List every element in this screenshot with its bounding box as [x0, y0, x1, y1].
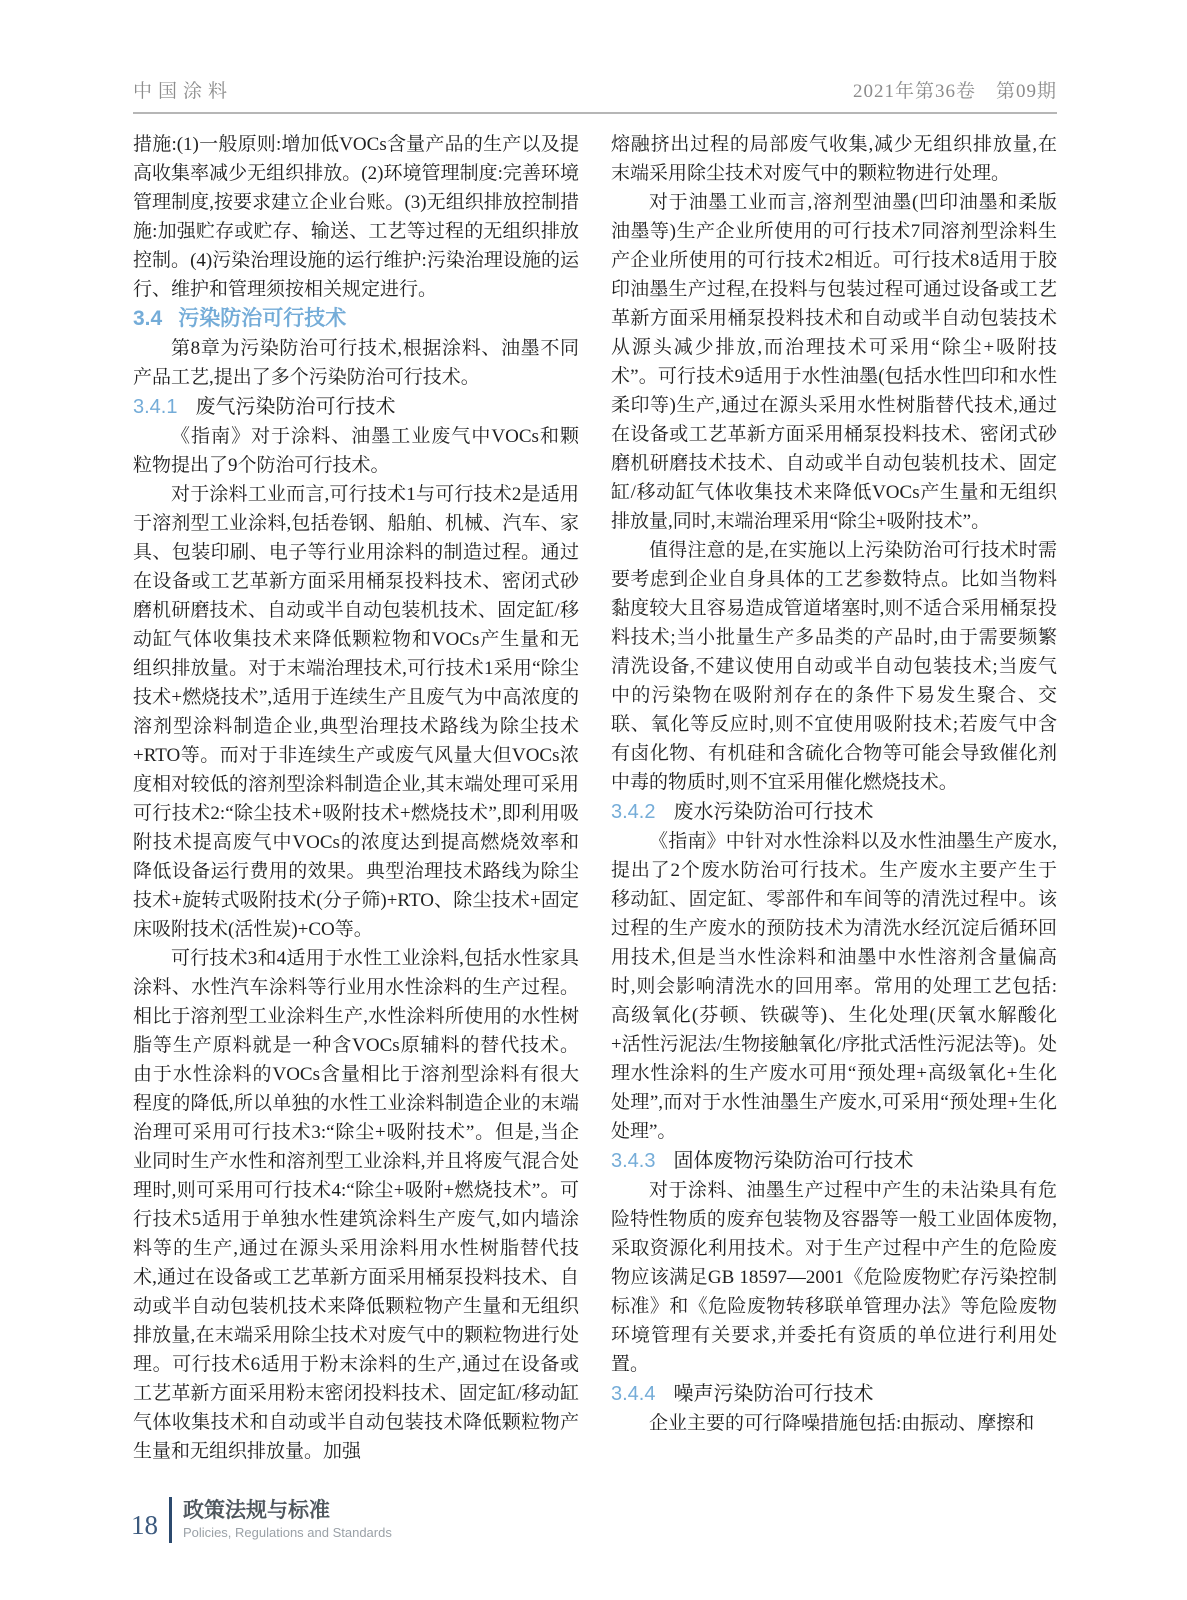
section-title: 噪声污染防治可行技术 [673, 1383, 874, 1405]
page-number: 18 [131, 1510, 158, 1540]
section-number: 3.4.3 [611, 1150, 656, 1172]
left-column [133, 130, 579, 1466]
body-paragraph: 对于涂料、油墨生产过程中产生的未沾染具有危险特性物质的废弃包装物及容器等一般工业固体废物,采取资源化利用技术。对于生产过程中产生的危险废物应该满足GB 18597—2001《危险废物贮存污染控制标准》和《危险废物转移联单管理办法》等危险废物环境管理有关要求,并委托有资质的单位进行利用处置。 [611, 1180, 1057, 1375]
body-paragraph: 企业主要的可行降噪措施包括:由振动、摩擦和 [649, 1413, 1035, 1434]
section-number: 3.4 [133, 307, 163, 330]
body-paragraph: 第8章为污染防治可行技术,根据涂料、油墨不同产品工艺,提出了多个污染防治可行技术。 [133, 338, 579, 388]
footer-divider [169, 1497, 172, 1543]
issue-info: 2021年第36卷 第09期 [852, 81, 1057, 102]
body-paragraph: 《指南》对于涂料、油墨工业废气中VOCs和颗粒物提出了9个防治可行技术。 [133, 426, 579, 476]
article-body [133, 130, 1057, 1466]
body-paragraph: 对于油墨工业而言,溶剂型油墨(凹印油墨和柔版油墨等)生产企业所使用的可行技术7同溶剂型涂料生产企业所使用的可行技术2相近。可行技术8适用于胶印油墨生产过程,在投料与包装过程可通过设备或工艺革新方面采用桶泵投料技术和自动或半自动包装技术从源头减少排放,而治理技术可采用“除尘+吸附技术”。可行技术9适用于水性油墨(包括水性凹印和水性柔印等)生产,通过在源头采用水性树脂替代技术,通过在设备或工艺革新方面采用桶泵投料技术、密闭式砂磨机研磨技术技术、自动或半自动包装机技术、固定缸/移动缸气体收集技术来降低VOCs产生量和无组织排放量,同时,末端治理采用“除尘+吸附技术”。 [611, 192, 1057, 532]
body-paragraph: 熔融挤出过程的局部废气收集,减少无组织排放量,在末端采用除尘技术对废气中的颗粒物进行处理。 [611, 134, 1057, 184]
footer-section-title: 政策法规与标准 [183, 1499, 330, 1522]
section-title: 废水污染防治可行技术 [673, 801, 874, 823]
journal-name: 中国涂料 [133, 81, 234, 102]
section-title: 废气污染防治可行技术 [195, 396, 396, 418]
section-heading-3.4.3 [611, 1146, 1057, 1176]
section-title: 污染防治可行技术 [178, 307, 347, 330]
body-paragraph: 措施:(1)一般原则:增加低VOCs含量产品的生产以及提高收集率减少无组织排放。(2)环境管理制度:完善环境管理制度,按要求建立企业台账。(3)无组织排放控制措施:加强贮存或贮存、输送、工艺等过程的无组织排放控制。(4)污染治理设施的运行维护:污染治理设施的运行、维护和管理须按相关规定进行。 [133, 134, 579, 300]
section-number: 3.4.2 [611, 801, 656, 823]
section-heading-3.4.1 [133, 392, 579, 422]
section-number: 3.4.1 [133, 396, 178, 418]
footer-section [183, 1497, 392, 1543]
page-footer [131, 1497, 392, 1543]
right-column [611, 130, 1057, 1466]
section-heading-3.4.4 [611, 1379, 1057, 1409]
section-title: 固体废物污染防治可行技术 [673, 1150, 914, 1172]
section-number: 3.4.4 [611, 1383, 656, 1405]
section-heading-3.4 [133, 304, 579, 334]
body-paragraph: 《指南》中针对水性涂料以及水性油墨生产废水,提出了2个废水防治可行技术。生产废水主要产生于移动缸、固定缸、零部件和车间等的清洗过程中。该过程的生产废水的预防技术为清洗水经沉淀后循环回用技术,但是当水性涂料和油墨中水性溶剂含量偏高时,则会影响清洗水的回用率。常用的处理工艺包括:高级氧化(芬顿、铁碳等)、生化处理(厌氧水解酸化+活性污泥法/生物接触氧化/序批式活性污泥法等)。处理水性涂料的生产废水可用“预处理+高级氧化+生化处理”,而对于水性油墨生产废水,可采用“预处理+生化处理”。 [611, 831, 1057, 1142]
body-paragraph: 可行技术3和4适用于水性工业涂料,包括水性家具涂料、水性汽车涂料等行业用水性涂料的生产过程。相比于溶剂型工业涂料生产,水性涂料所使用的水性树脂等生产原料就是一种含VOCs原辅料的替代技术。由于水性涂料的VOCs含量相比于溶剂型涂料有很大程度的降低,所以单独的水性工业涂料制造企业的末端治理可采用可行技术3:“除尘+吸附技术”。但是,当企业同时生产水性和溶剂型工业涂料,并且将废气混合处理时,则可采用可行技术4:“除尘+吸附+燃烧技术”。可行技术5适用于单独水性建筑涂料生产废气,如内墙涂料等的生产,通过在源头采用涂料用水性树脂替代技术,通过在设备或工艺革新方面采用桶泵投料技术、自动或半自动包装机技术来降低颗粒物产生量和无组织排放量,在末端采用除尘技术对废气中的颗粒物进行处理。可行技术6适用于粉末涂料的生产,通过在设备或工艺革新方面采用粉末密闭投料技术、固定缸/移动缸气体收集技术和自动或半自动包装技术降低颗粒物产生量和无组织排放量。加强 [133, 948, 579, 1462]
body-paragraph: 对于涂料工业而言,可行技术1与可行技术2是适用于溶剂型工业涂料,包括卷钢、船舶、机械、汽车、家具、包装印刷、电子等行业用涂料的制造过程。通过在设备或工艺革新方面采用桶泵投料技术、密闭式砂磨机研磨技术、自动或半自动包装机技术、固定缸/移动缸气体收集技术来降低颗粒物和VOCs产生量和无组织排放量。对于末端治理技术,可行技术1采用“除尘技术+燃烧技术”,适用于连续生产且废气为中高浓度的溶剂型涂料制造企业,典型治理技术路线为除尘技术+RTO等。而对于非连续生产或废气风量大但VOCs浓度相对较低的溶剂型涂料制造企业,其末端处理可采用可行技术2:“除尘技术+吸附技术+燃烧技术”,即利用吸附技术提高废气中VOCs的浓度达到提高燃烧效率和降低设备运行费用的效果。典型治理技术路线为除尘技术+旋转式吸附技术(分子筛)+RTO、除尘技术+固定床吸附技术(活性炭)+CO等。 [133, 484, 579, 940]
body-paragraph: 值得注意的是,在实施以上污染防治可行技术时需要考虑到企业自身具体的工艺参数特点。比如当物料黏度较大且容易造成管道堵塞时,则不适合采用桶泵投料技术;当小批量生产多品类的产品时,由于需要频繁清洗设备,不建议使用自动或半自动包装技术;当废气中的污染物在吸附剂存在的条件下易发生聚合、交联、氧化等反应时,则不宜使用吸附技术;若废气中含有卤化物、有机硅和含硫化合物等可能会导致催化剂中毒的物质时,则不宜采用催化燃烧技术。 [611, 540, 1057, 793]
page-header [133, 76, 1057, 114]
footer-section-subtitle: Policies, Regulations and Standards [183, 1525, 392, 1540]
section-heading-3.4.2 [611, 797, 1057, 827]
